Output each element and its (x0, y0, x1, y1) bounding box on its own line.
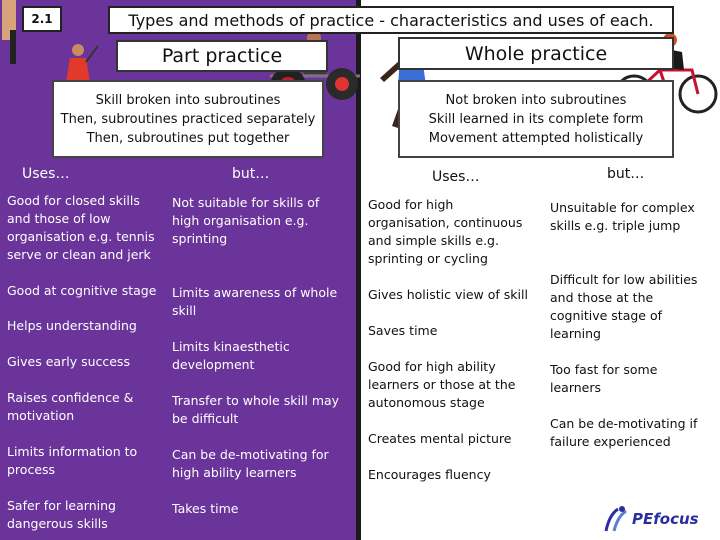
whole-desc-line: Movement attempted holistically (428, 130, 644, 146)
whole-but-item: Can be de-motivating if failure experienced (550, 416, 698, 449)
whole-practice-description (398, 80, 674, 158)
part-use-item: Good at cognitive stage (7, 283, 157, 298)
part-use-item: Good for closed skills and those of low organisation e.g. tennis serve or clean and jerk (7, 193, 155, 262)
part-but-item: Takes time (172, 501, 239, 516)
part-uses-heading: Uses… (22, 166, 70, 182)
whole-use-item: Saves time (368, 323, 438, 338)
whole-use-item: Gives holistic view of skill (368, 287, 528, 302)
pefocus-logo-icon (602, 505, 630, 533)
slide-title: Types and methods of practice - characteristics and uses of each. (108, 6, 674, 34)
whole-but-item: Difficult for low abilities and those at the cognitive stage of learning (550, 272, 698, 341)
whole-practice-heading: Whole practice (398, 37, 674, 70)
part-desc-line: Then, subroutines practiced separately (60, 111, 316, 127)
part-use-item: Raises confidence & motivation (7, 390, 134, 423)
part-use-item: Limits information to process (7, 444, 138, 477)
whole-use-item: Good for high organisation, continuous and simple skills e.g. sprinting or cycling (368, 197, 523, 266)
whole-use-item: Good for high ability learners or those at the autonomous stage (368, 359, 516, 410)
whole-use-item: Creates mental picture (368, 431, 512, 446)
part-use-item: Safer for learning dangerous skills (7, 498, 116, 531)
whole-desc-line: Skill learned in its complete form (428, 111, 644, 127)
part-desc-line: Then, subroutines put together (86, 130, 290, 146)
part-but-item: Transfer to whole skill may be difficult (172, 393, 340, 426)
part-use-item: Helps understanding (7, 318, 137, 333)
part-practice-heading: Part practice (116, 40, 328, 72)
slide-number: 2.1 (22, 6, 62, 32)
part-use-item: Gives early success (7, 354, 130, 369)
whole-but-item: Too fast for some learners (550, 362, 658, 395)
part-but-item: Can be de-motivating for high ability learners (172, 447, 329, 480)
part-but-item: Not suitable for skills of high organisation e.g. sprinting (172, 195, 320, 246)
part-desc-line: Skill broken into subroutines (95, 92, 281, 108)
pefocus-logo (602, 504, 716, 534)
part-but-item: Limits awareness of whole skill (172, 285, 338, 318)
whole-uses-heading: Uses… (432, 169, 480, 185)
part-but-item: Limits kinaesthetic development (172, 339, 290, 372)
part-practice-description (52, 80, 324, 158)
whole-use-item: Encourages fluency (368, 467, 491, 482)
pefocus-logo-text: PEfocus (632, 510, 699, 528)
whole-desc-line: Not broken into subroutines (445, 92, 627, 108)
whole-but-heading: but… (607, 166, 645, 182)
part-but-heading: but… (232, 166, 270, 182)
whole-but-item: Unsuitable for complex skills e.g. triple jump (550, 200, 695, 233)
